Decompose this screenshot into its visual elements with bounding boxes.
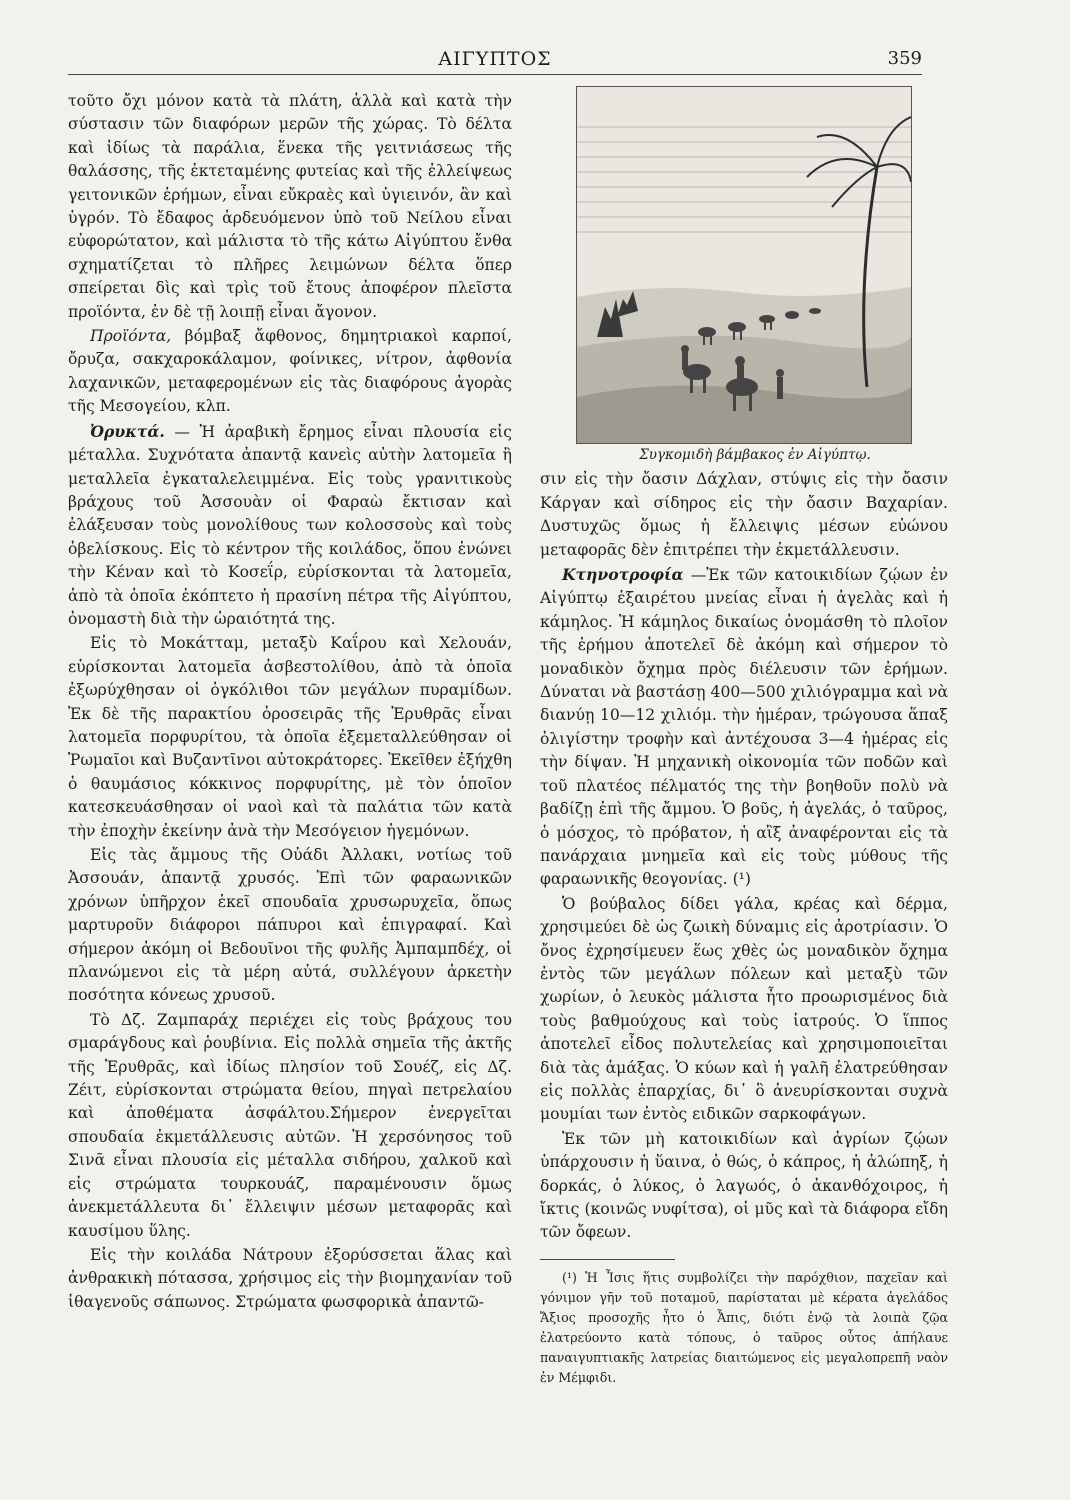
paragraph-text: — Ἡ ἀραβικὴ ἔρημος εἶναι πλουσία εἰς μέταλλα. Συχνότατα ἀπαντᾷ κανεὶς αὐτὴν λατομεῖα ἢ μεταλλεῖα ἐγκαταλελειμμένα. Εἰς τοὺς γρανιτικοὺς βράχους τοῦ Ἀσσουὰν οἱ Φαραὼ ἔκτισαν καὶ ἐλάξευσαν τοὺς μονολίθους των κολοσσοὺς καὶ τοὺς ὀβελίσκους. Εἰς τὸ κέντρον τῆς κοιλάδος, ὅπου ἑνώνει τὴν Κέναν καὶ τὸ Κοσεΐρ, εὑρίσκονται τὰ λατομεῖα, ἀπὸ τὰ ὁποῖα ἐκόπτετο ἡ πρασίνη πέτρα τῆς Αἰγύπτου, ὀνομαστὴ διὰ τὴν ὡραιότητά της. [68, 422, 512, 628]
paragraph: σιν εἰς τὴν ὄασιν Δάχλαν, στύψις εἰς τὴν ὄασιν Κάργαν καὶ σίδηρος εἰς τὴν ὄασιν Βαχαρίαν. Δυστυχῶς ὅμως ἡ ἔλλειψις μέσων εὐώνου μεταφορᾶς δὲν ἐπιτρέπει τὴν ἐκμετάλλευσιν. [540, 470, 948, 559]
section-lead: Κτηνοτροφία [562, 565, 684, 585]
left-column [68, 90, 512, 1314]
engraving-illustration [576, 86, 912, 444]
paragraph: Ὁ βούβαλος δίδει γάλα, κρέας καὶ δέρμα, χρησιμεύει δὲ ὡς ζωικὴ δύναμις εἰς ἀροτρίασιν. Ὁ ὄνος ἐχρησίμευεν ἕως χθὲς ὡς μοναδικὸν ὄχημα ἐντὸς τῶν μεγάλων πόλεων καὶ μεταξὺ τῶν χωρίων, ὁ λευκὸς μάλιστα ἦτο προωρισμένος διὰ τοὺς βαθμούχους καὶ τοὺς ἰατρούς. Ὁ ἵππος ἀποτελεῖ εἶδος πολυτελείας καὶ χρησιμοποιεῖται διὰ τὰς ἁμάξας. Ὁ κύων καὶ ἡ γαλῆ ἐλατρεύθησαν εἰς πολλὰς ἐπαρχίας, δι᾽ ὃ ἀνευρίσκονται συχνὰ μουμίαι των ἐντὸς ειδικῶν σαρκοφάγων. [540, 894, 948, 1124]
paragraph [540, 563, 948, 892]
paragraph: Ἐκ τῶν μὴ κατοικιδίων καὶ ἀγρίων ζῴων ὑπάρχουσιν ἡ ὕαινα, ὁ θώς, ὁ κάπρος, ἡ ἀλώπηξ, ἡ δορκάς, ὁ λύκος, ὁ λαγωός, ὁ ἀκανθόχοιρος, ἡ ἴκτις (κοινῶς νυφίτσα), οἱ μῦς καὶ τὰ διάφορα εἴδη τῶν ὄφεων. [540, 1129, 948, 1242]
footnote: (¹) Ἡ Ἶσις ἥτις συμβολίζει τὴν παρόχθιον, παχεῖαν καὶ γόνιμον γῆν τοῦ ποταμοῦ, παρίσταται μὲ κέρατα ἀγελάδος Ἄξιος προσοχῆς ἦτο ὁ Ἆπις, διότι ἐνῷ τὰ λοιπὰ ζῷα ἐλατρεύοντο κατὰ τόπους, ὁ ταῦρος οὗτος ἀπήλαυε παναιγυπτιακῆς λατρείας διαιτώμενος εἰς μεγαλοπρεπῆ ναὸν ἐν Μέμφιδι. [540, 1269, 948, 1385]
right-column [540, 86, 948, 1388]
running-title: ΑΙΓΥΠΤΟΣ [438, 48, 552, 70]
section-lead: Προϊόντα, [90, 327, 172, 346]
paragraph [68, 325, 512, 419]
running-head [68, 46, 922, 75]
page-number: 359 [887, 48, 922, 69]
figure-caption: Συγκομιδὴ βάμβακος ἐν Αἰγύπτῳ. [639, 447, 871, 463]
cotton-harvest-engraving [577, 87, 911, 443]
paragraph-text: —Ἐκ τῶν κατοικιδίων ζῴων ἐν Αἰγύπτῳ ἐξαιρέτου μνείας εἶναι ἡ ἀγελὰς καὶ ἡ κάμηλος. Ἡ κάμηλος δικαίως ὀνομάσθη τὸ πλοῖον τῆς ἐρήμου ἀποτελεῖ δὲ ἀκόμη καὶ σήμερον τὸ μοναδικὸν ὄχημα πρὸς διέλευσιν τῶν ἐρήμων. Δύναται νὰ βαστάσῃ 400—500 χιλιόγραμμα καὶ νὰ διανύῃ 10—12 χιλιόμ. τὴν ἡμέραν, τρώγουσα ἅπαξ ὀλιγίστην τροφὴν καὶ ἀντέχουσα 3—4 ἡμέρας εἰς τὴν δίψαν. Ἡ μηχανικὴ οἰκονομία τῶν ποδῶν καὶ τοῦ πλατέος πέλματός της τὴν βοηθοῦν πολὺ νὰ βαδίζῃ ἐπὶ τῆς ἄμμου. Ὁ βοῦς, ἡ ἀγελάς, ὁ ταῦρος, ὁ μόσχος, τὸ πρόβατον, ἡ αἲξ ἀναφέρονται εἰς τὰ πανάρχαια μνημεῖα καὶ εἰς τοὺς μύθους τῆς φαραωνικῆς θεογονίας. (¹) [540, 566, 948, 889]
paragraph: Εἰς τὸ Μοκάτταμ, μεταξὺ Καΐρου καὶ Χελουάν, εὑρίσκονται λατομεῖα ἀσβεστολίθου, ἀπὸ τὰ ὁποῖα ἐξωρύχθησαν οἱ ὀγκόλιθοι τῶν μεγάλων πυραμίδων. Ἐκ δὲ τῆς παρακτίου ὀροσειρᾶς τῆς Ἐρυθρᾶς εἶναι λατομεῖα πορφυρίτου, τὰ ὁποῖα ἐξεμεταλλεύθησαν οἱ Ῥωμαῖοι καὶ Βυζαντῖνοι αὐτοκράτορες. Ἐκεῖθεν ἐξήχθη ὁ θαυμάσιος κόκκινος πορφυρίτης, μὲ τὸν ὁποῖον κατεσκευάσθησαν οἱ ναοὶ καὶ τὰ παλάτια τῶν κατὰ τὴν ἐποχὴν ἐκείνην ἀνὰ τὴν Μεσόγειον ἡγεμόνων. [68, 634, 512, 840]
paragraph-text: βόμβαξ ἄφθονος, δημητριακοὶ καρποί, ὄρυζα, σακχαροκάλαμον, φοίνικες, νίτρον, ἀφθονία λαχανικῶν, μεταφερομένων εἰς τὰς διαφόρους ἀγορὰς τῆς Μεσογείου, κλπ. [68, 327, 512, 416]
section-lead: Ὀρυκτά. [90, 421, 165, 441]
paragraph: τοῦτο ὄχι μόνον κατὰ τὰ πλάτη, ἀλλὰ καὶ κατὰ τὴν σύστασιν τῶν διαφόρων μερῶν τῆς χώρας. Τὸ δέλτα καὶ ἰδίως τὰ παράλια, ἕνεκα τῆς γειτνιάσεως τῆς θαλάσσης, τῆς ἐκτεταμένης φυτείας καὶ τῆς ἐλλείψεως γειτονικῶν ἐρήμων, εἶναι εὔκραὲς καὶ ὑγιεινόν, ἂν καὶ ὑγρόν. Τὸ ἔδαφος ἀρδευόμενον ὑπὸ τοῦ Νείλου εἶναι εὐφορώτατον, καὶ μάλιστα τὸ τῆς κάτω Αἰγύπτου ἔνθα σχηματίζεται τὸ πλῆρες λειμώνων δέλτα ὅπερ σπείρεται δὶς καὶ τρὶς τοῦ ἔτους ἀποφέρον πλεῖστα προϊόντα, ἐν δὲ τῇ λοιπῇ εἶναι ἄγονον. [68, 92, 512, 321]
paragraph: Εἰς τὰς ἄμμους τῆς Οὐάδι Ἀλλακι, νοτίως τοῦ Ἀσσουάν, ἀπαντᾷ χρυσός. Ἐπὶ τῶν φαραωνικῶν χρόνων ὑπῆρχον ἐκεῖ σπουδαῖα χρυσωρυχεῖα, ὅπως μαρτυροῦν διάφοροι πάπυροι καὶ ἐπιγραφαί. Καὶ σήμερον ἀκόμη οἱ Βεδουῖνοι τῆς φυλῆς Ἀμπαμπδέχ, οἱ πλανώμενοι εἰς τὰ μέρη αὐτά, συλλέγουν ἀρκετὴν ποσότητα κόνεως χρυσοῦ. [68, 846, 512, 1005]
paragraph: Εἰς τὴν κοιλάδα Νάτρουν ἐξορύσσεται ἅλας καὶ ἀνθρακικὴ πότασσα, χρήσιμος εἰς τὴν βιομηχανίαν τοῦ ἰθαγενοῦς σάπωνος. Στρώματα φωσφορικὰ ἀπαντῶ- [68, 1245, 512, 1311]
paragraph: Τὸ Δζ. Ζαμπαράχ περιέχει εἰς τοὺς βράχους του σμαράγδους καὶ ῥουβίνια. Εἰς πολλὰ σημεῖα τῆς ἀκτῆς τῆς Ἐρυθρᾶς, καὶ ἰδίως πλησίον τοῦ Σουέζ, εἰς Δζ. Ζέιτ, εὑρίσκονται στρώματα θείου, πηγαὶ πετρελαίου καὶ ἀποθέματα ἀσφάλτου.Σήμερον ἐνεργεῖται σπουδαία ἐκμετάλλευσις αὐτῶν. Ἡ χερσόνησος τοῦ Σινᾶ εἶναι πλουσία εἰς μέταλλα σιδήρου, χαλκοῦ καὶ εἰς στρώματα τουρκουάζ, παραμένουσιν ὅμως ἀνεκμετάλλευτα δι᾽ ἔλλειψιν μέσων μεταφορᾶς καὶ καυσίμου ὕλης. [68, 1010, 512, 1240]
paragraph [68, 420, 512, 632]
footnote-rule [540, 1259, 675, 1260]
